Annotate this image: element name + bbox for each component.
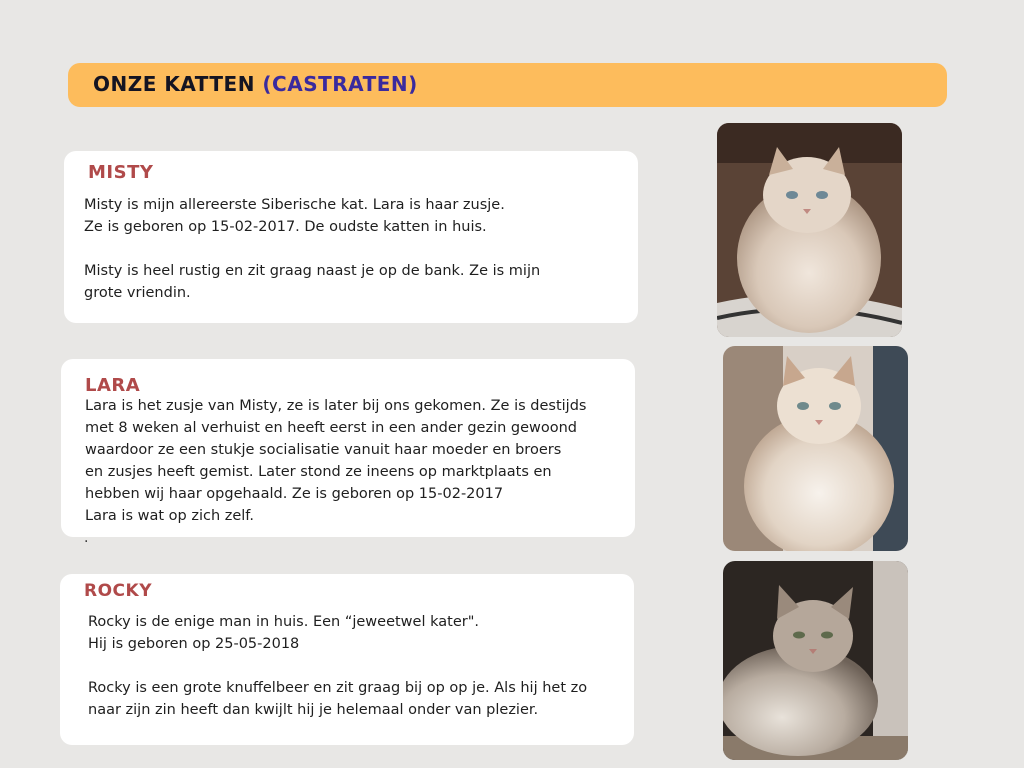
page-title-main: ONZE KATTEN bbox=[93, 72, 255, 96]
cat-photo-lara bbox=[723, 346, 908, 551]
stray-dot: . bbox=[84, 530, 89, 546]
cat-description-misty: Misty is mijn allereerste Siberische kat. Lara is haar zusje. Ze is geboren op 15-02-2017. De oudste katten in huis. Misty is heel rustig en zit graag naast je op de bank. Ze is mijn grote vriendin. bbox=[84, 197, 541, 301]
cat-name-rocky: ROCKY bbox=[84, 581, 153, 601]
title-banner bbox=[68, 63, 947, 107]
cat-card-lara bbox=[61, 359, 635, 537]
cat-name-lara: LARA bbox=[85, 375, 141, 396]
cat-name-misty: MISTY bbox=[88, 162, 154, 183]
cat-description-rocky: Rocky is de enige man in huis. Een “jeweetwel kater". Hij is geboren op 25-05-2018 Rocky is een grote knuffelbeer en zit graag bij op op je. Als hij het zo naar zijn zin heeft dan kwijlt hij je helemaal onder van plezier. bbox=[88, 614, 588, 718]
page-title bbox=[93, 72, 418, 96]
page-title-subtitle: (CASTRATEN) bbox=[262, 72, 418, 96]
cat-card-misty bbox=[64, 151, 638, 323]
cat-card-rocky bbox=[60, 574, 634, 745]
cat-description-lara: Lara is het zusje van Misty, ze is later bij ons gekomen. Ze is destijds met 8 weken al verhuist en heeft eerst in een ander gezin gewoond waardoor ze een stukje socialisatie vanuit haar moeder en broers en zusjes heeft gemist. Later stond ze ineens op marktplaats en hebben wij haar opgehaald. Ze is geboren op 15-02-2017 Lara is wat op zich zelf. bbox=[85, 398, 587, 524]
cat-photo-misty bbox=[717, 123, 902, 337]
cat-photo-rocky bbox=[723, 561, 908, 760]
